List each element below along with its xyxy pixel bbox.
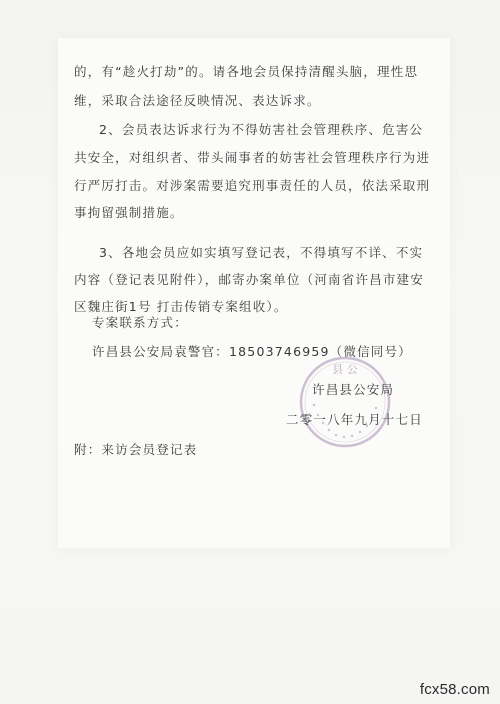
document-page bbox=[58, 38, 450, 548]
paragraph-3-line-1: 3、各地会员应如实填写登记表，不得填写不详、不实 bbox=[99, 245, 424, 260]
issuer-name: 许昌县公安局 bbox=[312, 382, 395, 397]
seal-text: 县 公 bbox=[332, 363, 358, 376]
attachment-note: 附：来访会员登记表 bbox=[74, 442, 198, 457]
paragraph-2-line-1: 2、会员表达诉求行为不得妨害社会管理秩序、危害公 bbox=[99, 122, 424, 137]
paragraph-2-line-3: 行严厉打击。对涉案需要追究刑事责任的人员，依法采取刑 bbox=[74, 178, 431, 193]
issue-date: 二零一八年九月十七日 bbox=[286, 412, 424, 427]
site-watermark: fcx58.com bbox=[419, 681, 490, 698]
paragraph-3-line-2: 内容（登记表见附件），邮寄办案单位（河南省许昌市建安 bbox=[74, 272, 424, 287]
contact-line: 许昌县公安局袁警官：18503746959（微信同号） bbox=[92, 344, 412, 359]
paragraph-2-line-2: 共安全，对组织者、带头闹事者的妨害社会管理秩序行为进 bbox=[74, 150, 431, 165]
contact-heading: 专案联系方式： bbox=[92, 315, 188, 330]
paragraph-2-line-4: 事拘留强制措施。 bbox=[74, 205, 184, 220]
official-seal bbox=[296, 353, 394, 451]
paragraph-3-line-3: 区魏庄街1号 打击传销专案组收）。 bbox=[74, 299, 288, 314]
paragraph-1-line-1: 的，有“趁火打劫”的。请各地会员保持清醒头脑，理性思 bbox=[74, 64, 419, 79]
paragraph-1-line-2: 维，采取合法途径反映情况、表达诉求。 bbox=[74, 93, 321, 108]
